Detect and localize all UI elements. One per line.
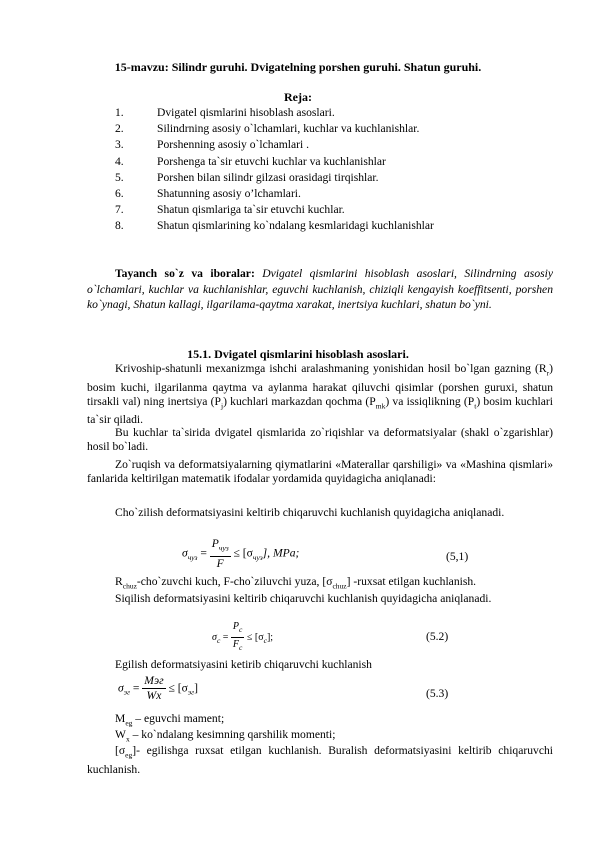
keywords-label: Tayanch so`z va iboralar: <box>115 267 255 280</box>
subscript: eg <box>125 750 133 760</box>
subscript: mk <box>375 401 386 411</box>
eq-rhs: ≤ [σ <box>168 681 188 695</box>
keywords-text: Dvigatel qismlarini hisoblash asoslari, Silindrning asosiy o`lchamlari, kuchlar va kuchlanishlar, eguvchi kuchlanish, chiziqli kengayish koeffitsenti, porshen ko`ynagi, Shatun kallagi, ilgarilama-qaytma xarakat, inertsiya kuchlari, shatun bo`yni. <box>87 267 553 312</box>
plan-item-text: Shatun qismlarining ko`ndalang kesmlaridagi kuchlanishlar <box>157 219 434 233</box>
text-run: M <box>115 712 126 725</box>
text-run: – eguvchi mament; <box>132 712 225 725</box>
eq-subscript: эг <box>187 687 195 697</box>
text-run: ) bosim kuchlari ta`sir qiladi. <box>87 394 553 427</box>
equation-number-5-1: (5,1) <box>446 550 469 563</box>
eq-subscript: чуз <box>252 552 263 562</box>
eq-rhs-end: ], MPa; <box>262 546 300 560</box>
plan-item-text: Shatunning asosiy o’lchamlari. <box>157 186 301 200</box>
plan-item-number: 7. <box>115 203 124 217</box>
plan-list <box>115 106 555 236</box>
eq-subscript: чуз <box>187 552 198 562</box>
eq-rhs: ≤ [σ <box>246 632 264 643</box>
page-title: 15-mavzu: Silindr guruhi. Dvigatelning porshen guruhi. Shatun guruhi. <box>114 60 482 74</box>
text-run: ]- egilishga ruxsat etilgan kuchlanish. Buralish deformatsiyasini keltirib chiqaruvchi kuchlanish. <box>87 744 553 776</box>
eq-numerator: Mэг <box>142 674 165 689</box>
text-run: ) va issiqlikning (P <box>385 394 475 408</box>
eq-symbol: σ <box>212 632 217 643</box>
equation-5-3: $\sigma_{эг}$ = $\frac{\text{Mэг}}{Wx}$ ≤ $[\sigma_{эг}]$ <box>118 674 198 703</box>
plan-item-text: Porshenga ta`sir etuvchi kuchlar va kuchlanishlar <box>157 154 386 168</box>
eq-numerator: P <box>211 537 219 550</box>
paragraph-methods: Zo`ruqish va deformatsiyalarning qiymatlarini «Materallar qarshiligi» va «Mashina qismlari» fanlarida keltirilgan matematik ifodalar yordamida quyidagicha aniqlanadi: <box>87 458 553 486</box>
paragraph-definitions-1 <box>87 575 553 594</box>
plan-item-number: 4. <box>115 154 124 168</box>
equation-5-1: $\sigma_{чуз}$ = $\frac{P_{чуз}}{F}$ ≤ $[\sigma_{чуз}]$, MPa; <box>182 537 300 570</box>
text-run: – ko`ndalang kesimning qarshilik momenti; <box>129 728 336 741</box>
plan-item-number: 1. <box>115 106 124 119</box>
paragraph-compression: Siqilish deformatsiyasini keltirib chiqaruvchi kuchlanish quyidagicha aniqlanadi. <box>115 592 492 605</box>
subscript: x <box>125 734 130 744</box>
eq-symbol: σ <box>118 681 124 695</box>
eq-rhs: ≤ [σ <box>233 546 253 560</box>
paragraph-tension: Cho`zilish deformatsiyasini keltirib chiqaruvchi kuchlanish quyidagicha aniqlanadi. <box>115 506 505 519</box>
eq-subscript: с <box>263 636 267 645</box>
plan-item <box>115 106 555 122</box>
plan-item-text: Porshen bilan silindr gilzasi orasidagi tirqishlar. <box>157 170 379 184</box>
equation-number-5-3: (5.3) <box>426 687 449 700</box>
eq-subscript: чуз <box>218 543 229 553</box>
eq-subscript: с <box>239 643 243 653</box>
plan-item <box>115 203 555 219</box>
paragraph-bending: Egilish deformatsiyasini ketirib chiqaruvchi kuchlanish <box>115 658 372 671</box>
plan-item-number: 3. <box>115 138 124 152</box>
plan-item <box>115 138 555 154</box>
plan-item-text: Dvigatel qismlarini hisoblash asoslari. <box>157 106 335 119</box>
text-run: -cho`zuvchi kuch, F-cho`ziluvchi yuza, [σ <box>136 575 333 588</box>
eq-symbol: σ <box>182 546 188 560</box>
eq-numerator: P <box>232 621 240 632</box>
plan-item <box>115 122 555 138</box>
keywords-paragraph <box>87 266 553 313</box>
text-run: R <box>115 575 123 588</box>
subscript: chuz <box>122 581 137 591</box>
plan-item-number: 2. <box>115 122 124 136</box>
subscript: j <box>221 401 224 411</box>
subscript: eg <box>125 718 133 728</box>
subscript: chuz <box>332 581 347 591</box>
paragraph-deformations: Bu kuchlar ta`sirida dvigatel qismlarida zo`riqishlar va deformatsiyalar (shakl o`zgarishlar) hosil bo`ladi. <box>87 426 553 454</box>
equation-5-2: $\sigma_с$ = $\frac{P_с}{F_с}$ ≤ $[\sigma_с]$; <box>212 620 273 655</box>
plan-item <box>115 219 555 235</box>
section-heading: 15.1. Dvigatel qismlarini hisoblash asoslari. <box>187 347 409 361</box>
plan-item-text: Silindrning asosiy o`lchamlari, kuchlar va kuchlanishlar. <box>157 122 420 136</box>
plan-item-number: 8. <box>115 219 124 233</box>
definition-allowed-stress <box>87 744 553 777</box>
subscript: t <box>474 401 477 411</box>
eq-denominator: Wx <box>146 689 162 703</box>
eq-fraction <box>210 537 231 571</box>
plan-item <box>115 187 555 203</box>
plan-heading: Reja: <box>284 90 312 104</box>
text-run: W <box>115 728 126 741</box>
plan-item-number: 5. <box>115 170 124 184</box>
eq-subscript: с <box>216 636 221 645</box>
eq-denominator: F <box>232 639 240 651</box>
paragraph-forces <box>87 362 553 427</box>
text-run: ) bosim kuchi, ilgarilanma qaytma va aylanma harakat qiluvchi qisimlar (porshen guruxi, shatun tirsakli val) ning inertsiya (P <box>87 362 553 408</box>
eq-fraction <box>142 674 165 703</box>
eq-fraction <box>231 620 244 655</box>
plan-item-text: Porshenning asosiy o`lchamlari . <box>157 138 309 152</box>
eq-subscript: эг <box>123 687 130 697</box>
text-run: Krivoship-shatunli mexanizmga ishchi aralashmaning yonishidan hosil bo`lgan gazning (R <box>115 362 547 375</box>
subscript: r <box>546 368 550 378</box>
equation-number-5-2: (5.2) <box>426 630 449 643</box>
plan-item-number: 6. <box>115 186 124 200</box>
text-run: [σ <box>115 744 126 757</box>
text-run: ] -ruxsat etilgan kuchlanish. <box>346 575 477 588</box>
text-run: ) kuchlari markazdan qochma (P <box>223 394 376 408</box>
eq-rhs-end: ] <box>194 681 198 695</box>
eq-rhs-end: ]; <box>266 632 274 643</box>
eq-denominator: F <box>216 556 224 570</box>
plan-item-text: Shatun qismlariga ta`sir etuvchi kuchlar. <box>157 203 345 217</box>
plan-item <box>115 155 555 171</box>
eq-subscript: с <box>239 625 243 634</box>
plan-item <box>115 171 555 187</box>
